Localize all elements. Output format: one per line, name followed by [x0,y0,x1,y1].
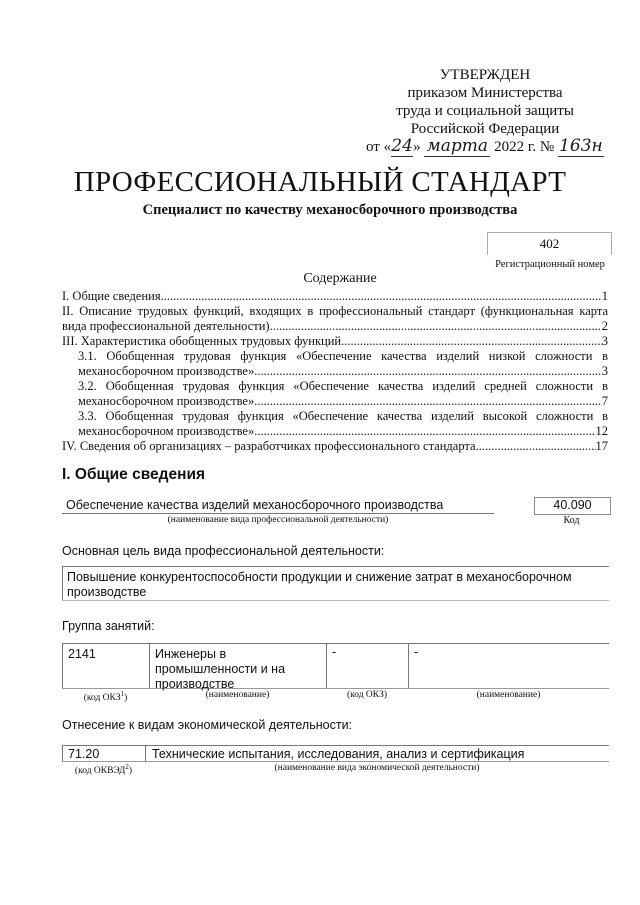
okz-name-1 [155,647,285,692]
handwritten-order-number: 163н [559,136,603,156]
toc-item-iii[interactable] [62,334,608,349]
date-prefix: от « [366,139,392,155]
okved-code-caption: (код ОКВЭД$^2$) [74,763,133,777]
toc-item-3-2-page: 7 [601,394,608,408]
toc-item-3-1-line2: механосборочном производстве» [78,364,255,378]
toc-item-iii-page: 3 [601,334,608,348]
toc-item-3-3[interactable] [62,409,608,439]
registration-number: 402 [539,236,560,251]
group-label: Группа занятий: [62,619,155,633]
toc-item-i-text: I. Общие сведения [62,289,161,303]
toc-item-iv[interactable] [62,439,608,454]
toc-item-ii-line1: II. Описание трудовых функций, входящих в профессиональный стандарт (функциональная карта [62,304,608,318]
goal-text [67,570,572,600]
toc-item-3-2-line2: механосборочном производстве» [78,394,255,408]
date-mid: » [413,139,421,155]
okz-code-2: - [332,645,337,659]
okved-name: Технические испытания, исследования, анализ и сертификация [152,747,525,761]
toc-item-ii-page: 2 [601,319,608,333]
goal-label: Основная цель вида профессиональной деятельности: [62,544,385,558]
okz-name-1-line3: производстве [155,677,235,691]
activity-code: 40.090 [553,498,592,512]
okz-name-1-line1: Инженеры в [155,647,227,661]
approval-heading: УТВЕРЖДЕН [439,67,531,83]
page-subtitle: Специалист по качеству механосборочного производства [142,202,518,218]
econ-label: Отнесение к видам экономической деятельности: [62,718,353,732]
toc-item-3-3-line2: механосборочном производстве» [78,424,255,438]
registration-number-box [487,232,612,255]
okz-name-2-caption: (наименование) [476,690,541,700]
approval-line-2: приказом Министерства [407,85,563,101]
toc-item-i[interactable] [62,289,608,304]
toc-item-3-2-line1: 3.2. Обобщенная трудовая функция «Обеспечение качества изделий средней сложности в [78,379,608,393]
page-title: ПРОФЕССИОНАЛЬНЫЙ СТАНДАРТ [73,166,567,198]
approval-line-4: Российской Федерации [410,121,560,137]
toc-item-i-page: 1 [601,289,608,303]
section-heading: I. Общие сведения [62,466,206,483]
toc-item-3-3-page: 12 [595,424,608,438]
handwritten-month: марта [424,136,490,157]
okved-code: 71.20 [68,747,100,761]
okz-code-1-caption: (код ОКЗ$^1$) [83,690,128,704]
toc-heading: Содержание [303,271,377,286]
goal-text-line2: производстве [67,585,147,599]
okved-name-caption: (наименование вида экономической деятельности) [274,763,480,773]
registration-label: Регистрационный номер [495,259,605,270]
toc-item-3-2[interactable] [62,379,608,409]
goal-text-line1: Повышение конкурентоспособности продукции и снижение затрат в механосборочном [67,570,572,584]
activity-name: Обеспечение качества изделий механосборочного производства [66,498,444,512]
toc-item-ii-line2: вида профессиональной деятельности) [62,319,270,333]
toc-item-iii-text: III. Характеристика обобщенных трудовых функций [62,334,342,348]
toc-item-iv-text: IV. Сведения об организациях – разработчиках профессионального стандарта [62,439,476,453]
approval-line-3: труда и социальной защиты [396,103,574,119]
okz-code-1: 2141 [68,647,96,661]
okz-name-1-caption: (наименование) [205,690,270,700]
toc-item-3-1[interactable] [62,349,608,379]
table-of-contents [62,289,608,454]
okz-name-1-line2: промышленности и на [155,662,286,676]
activity-code-caption: Код [563,515,580,526]
toc-item-iv-page: 17 [595,439,608,453]
activity-caption: (наименование вида профессиональной деятельности) [167,515,389,525]
approval-date-line [366,136,626,157]
okz-code-2-caption: (код ОКЗ) [346,690,388,700]
toc-item-3-1-page: 3 [601,364,608,378]
activity-code-box [534,497,611,515]
toc-item-ii[interactable] [62,304,608,334]
date-year: 2022 г. № [494,139,555,155]
toc-item-3-3-line1: 3.3. Обобщенная трудовая функция «Обеспечение качества изделий высокой сложности в [78,409,608,423]
handwritten-day: 24 [391,136,413,156]
toc-item-3-1-line1: 3.1. Обобщенная трудовая функция «Обеспечение качества изделий низкой сложности в [78,349,608,363]
okz-name-2: - [414,645,419,659]
